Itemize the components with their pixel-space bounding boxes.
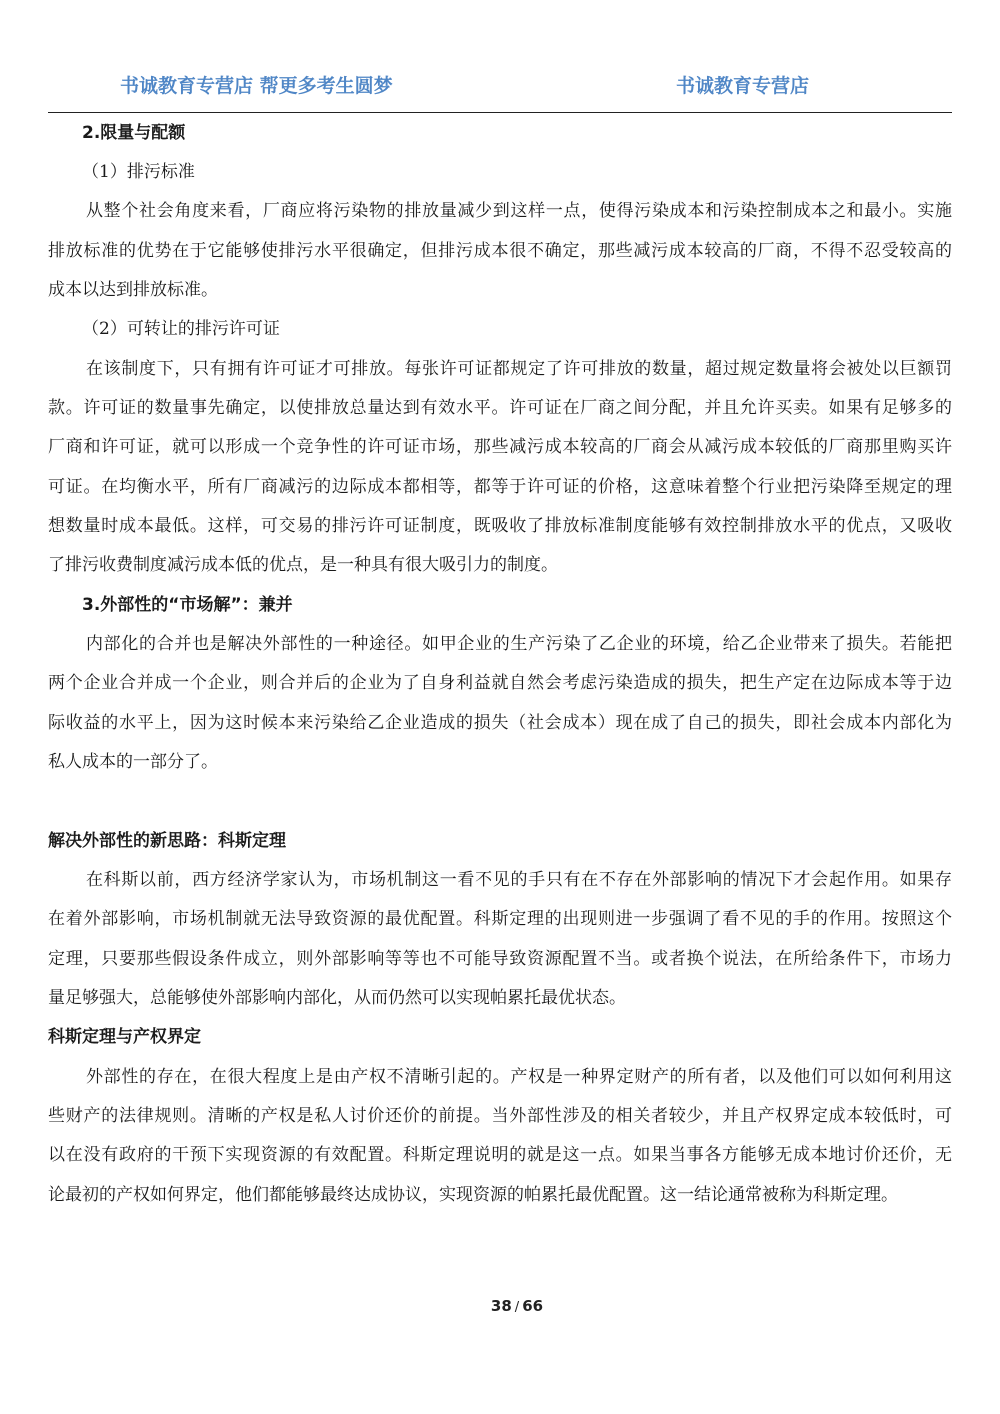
section-heading-limits: 2.限量与配额 xyxy=(82,122,186,143)
page-current: 38 xyxy=(490,1297,512,1315)
section-heading-coase: 解决外部性的新思路：科斯定理 xyxy=(48,830,286,851)
paragraph-coase xyxy=(48,861,952,1018)
paragraph-line: 款。许可证的数量事先确定，以使排放总量达到有效水平。许可证在厂商之间分配，并且允许买卖。如果有足够多的 xyxy=(48,397,952,418)
page-total: 66 xyxy=(522,1297,544,1315)
paragraph-line: 私人成本的一部分了。 xyxy=(48,752,218,772)
paragraph-property-rights xyxy=(48,1058,952,1215)
paragraph-line: 些财产的法律规则。清晰的产权是私人讨价还价的前提。当外部性涉及的相关者较少，并且产权界定成本较低时，可 xyxy=(48,1105,952,1126)
header-right-title: 书诚教育专营店 xyxy=(676,75,810,97)
paragraph-line: 量足够强大，总能够使外部影响内部化，从而仍然可以实现帕累托最优状态。 xyxy=(48,987,626,1008)
paragraph-line: 外部性的存在，在很大程度上是由产权不清晰引起的。产权是一种界定财产的所有者，以及他们可以如何利用这 xyxy=(86,1066,952,1087)
paragraph-line: 从整个社会角度来看，厂商应将污染物的排放量减少到这样一点，使得污染成本和污染控制成本之和最小。实施 xyxy=(86,201,952,222)
paragraph-line: 论最初的产权如何界定，他们都能够最终达成协议，实现资源的帕累托最优配置。这一结论通常被称为科斯定理。 xyxy=(48,1184,898,1205)
subsection-title-permits: （2）可转让的排污许可证 xyxy=(82,319,280,340)
paragraph-line: 在该制度下，只有拥有许可证才可排放。每张许可证都规定了许可排放的数量，超过规定数量将会被处以巨额罚 xyxy=(86,358,952,379)
paragraph-line: 可证。在均衡水平，所有厂商减污的边际成本都相等，都等于许可证的价格，这意味着整个行业把污染降至规定的理 xyxy=(48,476,952,497)
page-separator: / xyxy=(514,1300,520,1315)
paragraph-merger xyxy=(48,625,952,782)
paragraph-line: 两个企业合并成一个企业，则合并后的企业为了自身利益就自然会考虑污染造成的损失，把生产定在边际成本等于边 xyxy=(48,673,952,694)
paragraph-line: 在着外部影响，市场机制就无法导致资源的最优配置。科斯定理的出现则进一步强调了看不见的手的作用。按照这个 xyxy=(48,909,952,930)
paragraph-emission-standards xyxy=(48,192,952,310)
paragraph-line: 排放标准的优势在于它能够使排污水平很确定，但排污成本很不确定，那些减污成本较高的厂商，不得不忍受较高的 xyxy=(48,240,952,261)
paragraph-line: 际收益的水平上，因为这时候本来污染给乙企业造成的损失（社会成本）现在成了自己的损失，即社会成本内部化为 xyxy=(48,712,952,733)
paragraph-line: 想数量时成本最低。这样，可交易的排污许可证制度，既吸收了排放标准制度能够有效控制排放水平的优点，又吸收 xyxy=(48,515,952,536)
section-heading-property-rights: 科斯定理与产权界定 xyxy=(48,1027,201,1048)
paragraph-tradable-permits xyxy=(48,350,952,586)
paragraph-line: 内部化的合并也是解决外部性的一种途径。如甲企业的生产污染了乙企业的环境，给乙企业带来了损失。若能把 xyxy=(86,633,952,654)
paragraph-line: 厂商和许可证，就可以形成一个竞争性的许可证市场，那些减污成本较高的厂商会从减污成本较低的厂商那里购买许 xyxy=(48,437,952,458)
paragraph-line: 在科斯以前，西方经济学家认为，市场机制这一看不见的手只有在不存在外部影响的情况下才会起作用。如果存 xyxy=(86,869,952,890)
header-left-title: 书诚教育专营店 帮更多考生圆梦 xyxy=(120,75,393,97)
content-block-upper xyxy=(48,114,952,783)
section-heading-merger: 3.外部性的“市场解”：兼并 xyxy=(82,594,293,615)
paragraph-line: 以在没有政府的干预下实现资源的有效配置。科斯定理说明的就是这一点。如果当事各方能够无成本地讨价还价，无 xyxy=(48,1145,952,1166)
paragraph-line: 了排污收费制度减污成本低的优点，是一种具有很大吸引力的制度。 xyxy=(48,555,558,576)
paragraph-line: 成本以达到排放标准。 xyxy=(48,279,218,300)
subsection-title-standards: （1）排污标准 xyxy=(82,161,195,182)
paragraph-line: 定理，只要那些假设条件成立，则外部影响等等也不可能导致资源配置不当。或者换个说法，在所给条件下，市场力 xyxy=(48,948,952,969)
content-block-lower xyxy=(48,822,952,1215)
page-number xyxy=(467,1296,567,1318)
